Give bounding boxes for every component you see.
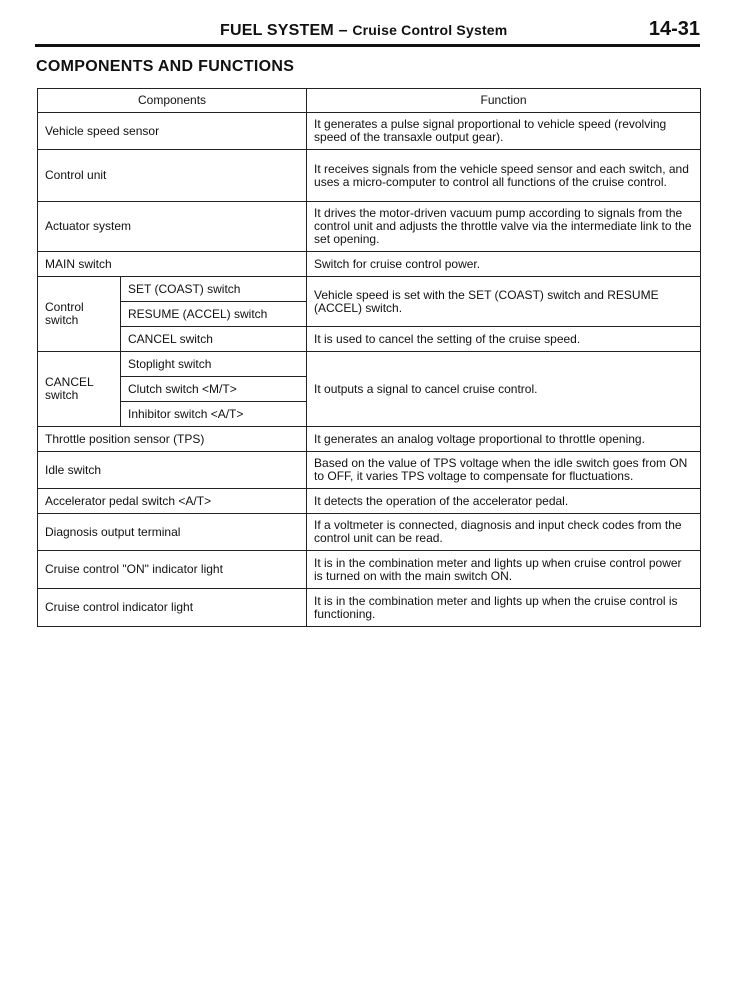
header-section: FUEL SYSTEM	[220, 22, 334, 39]
component-cell: Vehicle speed sensor	[38, 113, 307, 150]
page-number: 14-31	[648, 18, 700, 40]
function-cell: It is in the combination meter and lights up when cruise control power is turned on with the main switch ON.	[307, 551, 701, 589]
table-row	[38, 277, 701, 302]
table-header-row	[38, 89, 701, 113]
component-cell: Inhibitor switch <A/T>	[121, 402, 307, 427]
function-cell: Vehicle speed is set with the SET (COAST) switch and RESUME (ACCEL) switch.	[307, 277, 701, 327]
function-cell: It generates a pulse signal proportional to vehicle speed (revolving speed of the transaxle output gear).	[307, 113, 701, 150]
components-table	[37, 88, 701, 627]
header-title	[220, 22, 507, 40]
function-cell: It outputs a signal to cancel cruise control.	[307, 352, 701, 427]
component-cell: Throttle position sensor (TPS)	[38, 427, 307, 452]
header-separator: –	[333, 22, 353, 39]
function-cell: It drives the motor-driven vacuum pump according to signals from the control unit and adjusts the throttle valve via the intermediate link to the set opening.	[307, 202, 701, 252]
table-row	[38, 514, 701, 551]
table-row	[38, 551, 701, 589]
component-cell: Stoplight switch	[121, 352, 307, 377]
table-row	[38, 352, 701, 377]
group-label-control-switch: Control switch	[38, 277, 121, 352]
function-cell: It detects the operation of the accelerator pedal.	[307, 489, 701, 514]
function-cell: Switch for cruise control power.	[307, 252, 701, 277]
component-cell: Actuator system	[38, 202, 307, 252]
function-cell: It receives signals from the vehicle speed sensor and each switch, and uses a micro-computer to control all functions of the cruise control.	[307, 150, 701, 202]
component-cell: Cruise control "ON" indicator light	[38, 551, 307, 589]
component-cell: Clutch switch <M/T>	[121, 377, 307, 402]
component-cell: CANCEL switch	[121, 327, 307, 352]
table-row	[38, 452, 701, 489]
component-cell: Control unit	[38, 150, 307, 202]
table-row	[38, 150, 701, 202]
function-cell: Based on the value of TPS voltage when the idle switch goes from ON to OFF, it varies TPS voltage to compensate for fluctuations.	[307, 452, 701, 489]
function-cell: It is used to cancel the setting of the cruise speed.	[307, 327, 701, 352]
function-cell: It is in the combination meter and lights up when the cruise control is functioning.	[307, 589, 701, 627]
component-cell: RESUME (ACCEL) switch	[121, 302, 307, 327]
section-title: COMPONENTS AND FUNCTIONS	[36, 58, 295, 75]
component-cell: Diagnosis output terminal	[38, 514, 307, 551]
component-cell: Cruise control indicator light	[38, 589, 307, 627]
table-row	[38, 113, 701, 150]
table-row	[38, 427, 701, 452]
function-cell: If a voltmeter is connected, diagnosis and input check codes from the control unit can be read.	[307, 514, 701, 551]
table-row	[38, 589, 701, 627]
component-cell: Accelerator pedal switch <A/T>	[38, 489, 307, 514]
table-row	[38, 489, 701, 514]
component-cell: Idle switch	[38, 452, 307, 489]
component-cell: MAIN switch	[38, 252, 307, 277]
column-header-components: Components	[38, 89, 307, 113]
table-row	[38, 202, 701, 252]
component-cell: SET (COAST) switch	[121, 277, 307, 302]
table-row	[38, 327, 701, 352]
header-subsection: Cruise Control System	[352, 22, 508, 38]
column-header-function: Function	[307, 89, 701, 113]
function-cell: It generates an analog voltage proportional to throttle opening.	[307, 427, 701, 452]
header-rule	[35, 44, 700, 47]
table-row	[38, 252, 701, 277]
group-label-cancel-switch: CANCEL switch	[38, 352, 121, 427]
